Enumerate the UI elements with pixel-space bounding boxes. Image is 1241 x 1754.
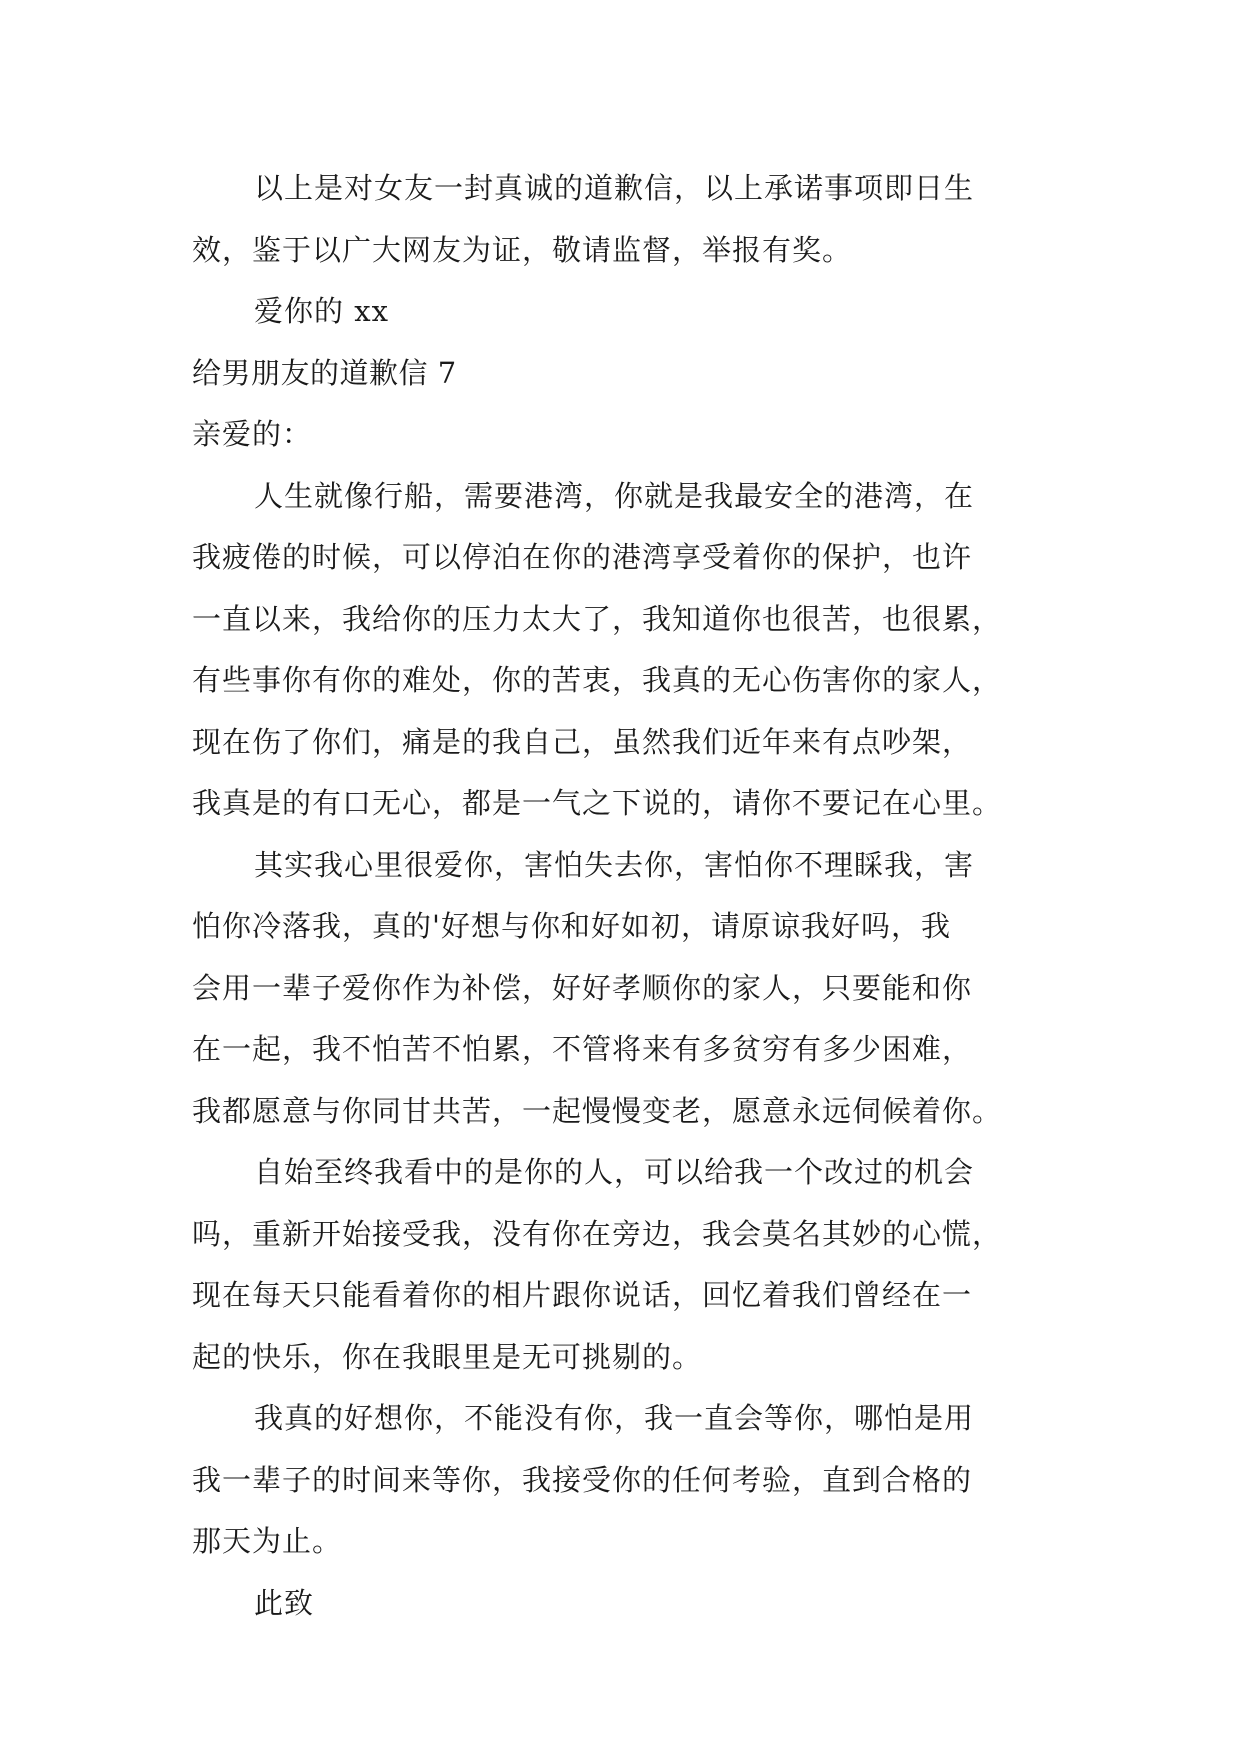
text-line: 会用一辈子爱你作为补偿，好好孝顺你的家人，只要能和你: [192, 970, 973, 1005]
text-line: 以上是对女友一封真诚的道歉信，以上承诺事项即日生: [254, 171, 975, 205]
text-line: 我都愿意与你同甘共苦，一起慢慢变老，愿意永远伺候着你。: [192, 1093, 1003, 1128]
text-line: 效，鉴于以广大网友为证，敬请监督，举报有奖。: [192, 232, 853, 267]
text-line: 我疲倦的时候，可以停泊在你的港湾享受着你的保护，也许: [192, 540, 973, 574]
text-line: 起的快乐，你在我眼里是无可挑剔的。: [192, 1339, 703, 1374]
document-body: [192, 158, 1072, 1634]
text-line: 现在伤了你们，痛是的我自己，虽然我们近年来有点吵架，: [192, 724, 973, 759]
section-heading: 给男朋友的道歉信 7: [192, 355, 457, 390]
text-line: 那天为止。: [192, 1524, 343, 1558]
text-line: 一直以来，我给你的压力太大了，我知道你也很苦，也很累，: [192, 601, 1003, 636]
salutation: 亲爱的：: [192, 417, 313, 451]
text-line: 吗，重新开始接受我，没有你在旁边，我会莫名其妙的心慌，: [192, 1216, 1003, 1251]
text-line: 我一辈子的时间来等你，我接受你的任何考验，直到合格的: [192, 1462, 973, 1497]
text-line: 在一起，我不怕苦不怕累，不管将来有多贫穷有多少困难，: [192, 1032, 973, 1066]
text-line: 我真是的有口无心，都是一气之下说的，请你不要记在心里。: [192, 786, 1003, 820]
text-line: 怕你冷落我，真的'好想与你和好如初，请原谅我好吗，我: [192, 909, 951, 943]
text-line: 有些事你有你的难处，你的苦衷，我真的无心伤害你的家人，: [192, 663, 1003, 697]
text-line: 人生就像行船，需要港湾，你就是我最安全的港湾，在: [254, 478, 975, 513]
text-line: 自始至终我看中的是你的人，可以给我一个改过的机会: [254, 1155, 975, 1189]
text-line: 现在每天只能看着你的相片跟你说话，回忆着我们曾经在一: [192, 1278, 973, 1312]
closing-line: 此致: [254, 1585, 315, 1620]
text-line: 我真的好想你，不能没有你，我一直会等你，哪怕是用: [254, 1401, 975, 1435]
text-line: 其实我心里很爱你，害怕失去你，害怕你不理睬我，害: [254, 847, 975, 882]
signature-line: 爱你的 xx: [254, 294, 389, 328]
